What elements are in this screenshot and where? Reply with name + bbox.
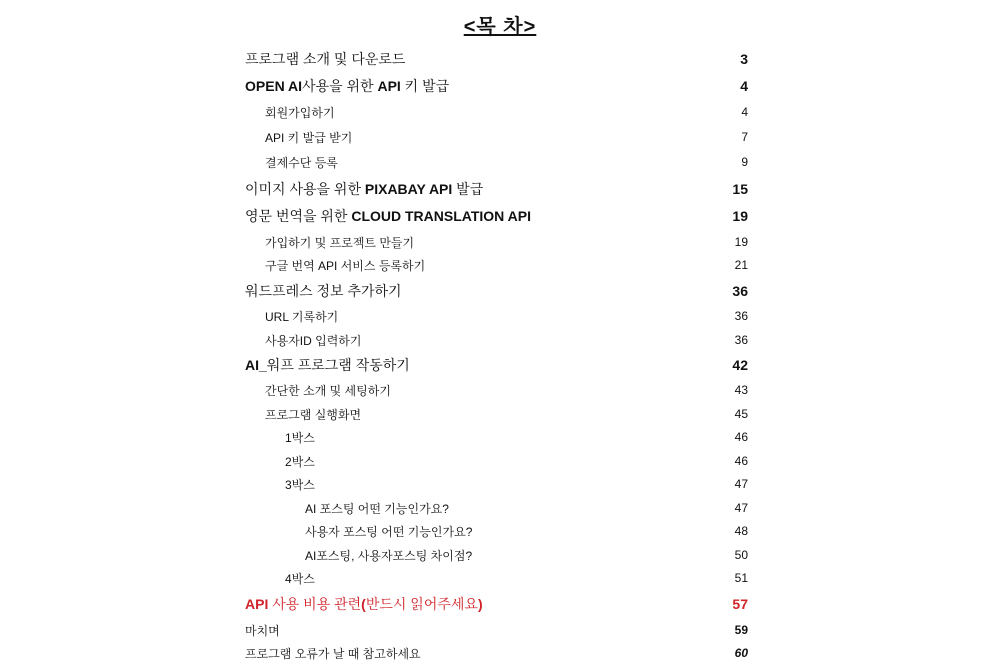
toc-entry-payment-method[interactable]: 결제수단 등록 9 <box>265 155 748 170</box>
toc-entry-box-4[interactable]: 4박스 51 <box>285 571 748 586</box>
toc-entry-create-project[interactable]: 가입하기 및 프로젝트 만들기 19 <box>265 235 748 250</box>
toc-entry-box-3[interactable]: 3박스 47 <box>285 477 748 492</box>
toc-entry-user-id[interactable]: 사용자ID 입력하기 36 <box>265 333 748 348</box>
toc-entry-api-cost[interactable]: API 사용 비용 관련(반드시 읽어주세요) 57 <box>245 596 748 612</box>
toc-entry-signup[interactable]: 회원가입하기 4 <box>265 105 748 120</box>
toc-entry-posting-difference[interactable]: AI포스팅, 사용자포스팅 차이점? 50 <box>305 548 748 563</box>
toc-entry-user-posting[interactable]: 사용자 포스팅 어떤 기능인가요? 48 <box>305 524 748 539</box>
toc-entry-run-screen[interactable]: 프로그램 실행화면 45 <box>265 407 748 422</box>
toc-entry-ai-posting[interactable]: AI 포스팅 어떤 기능인가요? 47 <box>305 501 748 516</box>
toc-entry-url-record[interactable]: URL 기록하기 36 <box>265 309 748 324</box>
toc-entry-openai-api-key[interactable]: OPEN AI사용을 위한 API 키 발급 4 <box>245 78 748 94</box>
toc-entry-wordpress-info[interactable]: 워드프레스 정보 추가하기 36 <box>245 283 748 299</box>
toc-entry-pixabay-api[interactable]: 이미지 사용을 위한 PIXABAY API 발급 15 <box>245 181 748 197</box>
toc-entry-intro-settings[interactable]: 간단한 소개 및 세팅하기 43 <box>265 383 748 398</box>
toc-title: <목 차> <box>463 16 537 38</box>
toc-entry-ai-wp-program[interactable]: AI_워프 프로그램 작동하기 42 <box>245 357 748 373</box>
toc-entry-closing[interactable]: 마치며 59 <box>245 623 748 638</box>
toc-entry-box-2[interactable]: 2박스 46 <box>285 454 748 469</box>
toc-entry-api-key-issue[interactable]: API 키 발급 받기 7 <box>265 130 748 145</box>
toc-entry-google-translate-register[interactable]: 구글 번역 API 서비스 등록하기 21 <box>265 258 748 273</box>
toc-entry-cloud-translation-api[interactable]: 영문 번역을 위한 CLOUD TRANSLATION API 19 <box>245 208 748 224</box>
toc-entry-box-1[interactable]: 1박스 46 <box>285 430 748 445</box>
toc-entry-troubleshooting[interactable]: 프로그램 오류가 날 때 참고하세요 60 <box>245 646 748 661</box>
toc-entry-program-intro[interactable]: 프로그램 소개 및 다운로드 3 <box>245 51 748 67</box>
